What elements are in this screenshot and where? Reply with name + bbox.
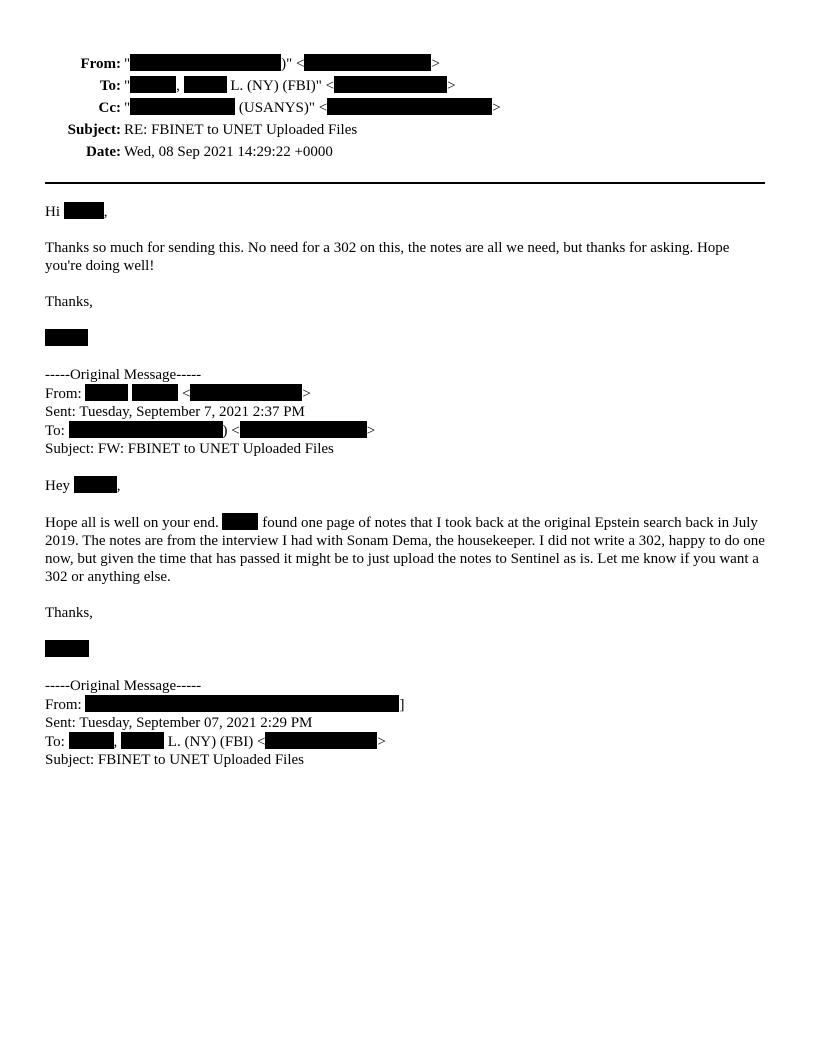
redaction-block — [327, 98, 492, 115]
header-divider — [45, 182, 765, 184]
redaction-block — [130, 98, 235, 115]
redaction-block — [130, 54, 281, 71]
redaction-block — [132, 384, 178, 401]
orig1-signoff: Thanks, — [45, 605, 93, 621]
message-body — [45, 202, 767, 787]
redaction-block — [121, 732, 164, 749]
redaction-block — [334, 76, 447, 93]
divider-text: -----Original Message----- — [45, 678, 202, 694]
redaction-block — [222, 513, 258, 530]
redaction-block — [69, 732, 114, 749]
subject-value: RE: FBINET to UNET Uploaded Files — [124, 122, 358, 138]
orig2-sent: Sent: Tuesday, September 07, 2021 2:29 PM — [45, 715, 313, 731]
redaction-block — [64, 202, 104, 219]
original-message-2 — [45, 677, 767, 769]
reply-greeting: Hi , — [45, 204, 108, 220]
orig2-subject: Subject: FBINET to UNET Uploaded Files — [45, 752, 305, 768]
orig1-greeting: Hey , — [45, 478, 121, 494]
redaction-block — [45, 640, 89, 657]
redaction-block — [74, 476, 117, 493]
redaction-block — [85, 384, 128, 401]
email-header — [0, 53, 501, 163]
date-label: Date: — [86, 144, 121, 160]
orig1-signature — [45, 640, 767, 659]
subject-label: Subject: — [67, 122, 121, 138]
orig2-to: To: , L. (NY) (FBI) < > — [45, 734, 386, 750]
divider-text: -----Original Message----- — [45, 367, 202, 383]
orig1-body: Hope all is well on your end. found one page of notes that I took back at the original Epstein search back in July 2019. The notes are from the interview I had with Sonam Dema, the housekeeper. I did not write a 302, happy to do one now, but given the time that has passed it might be to just upload the notes to Sentinel as is. Let me know if you want a 302 or anything else. — [45, 515, 765, 585]
header-subject-row — [0, 119, 501, 141]
orig1-subject: Subject: FW: FBINET to UNET Uploaded Files — [45, 441, 334, 457]
redaction-block — [85, 695, 399, 712]
orig1-from: From: < > — [45, 386, 311, 402]
redaction-block — [69, 421, 223, 438]
redaction-block — [130, 76, 176, 93]
header-to-row: To: " , L. (NY) (FBI)" < > — [0, 75, 501, 97]
orig1-sent: Sent: Tuesday, September 7, 2021 2:37 PM — [45, 404, 305, 420]
orig1-to: To: ) < > — [45, 423, 376, 439]
header-date-row — [0, 141, 501, 163]
redaction-block — [184, 76, 227, 93]
cc-label: Cc: — [98, 100, 121, 116]
redaction-block — [240, 421, 367, 438]
orig2-from: From: ] — [45, 697, 405, 713]
from-label: From: — [80, 56, 121, 72]
to-label: To: — [99, 78, 121, 94]
redaction-block — [45, 329, 88, 346]
reply-body: Thanks so much for sending this. No need for a 302 on this, the notes are all we need, but thanks for asking. Hope you're doing well! — [45, 240, 730, 274]
header-cc-row: Cc: " (USANYS)" < > — [0, 97, 501, 119]
reply-signature — [45, 329, 767, 348]
redaction-block — [190, 384, 302, 401]
date-value: Wed, 08 Sep 2021 14:29:22 +0000 — [124, 144, 333, 160]
header-from-row: From: " )" < > — [0, 53, 501, 75]
original-message-1 — [45, 366, 767, 458]
redaction-block — [304, 54, 431, 71]
reply-signoff: Thanks, — [45, 294, 93, 310]
redaction-block — [265, 732, 377, 749]
